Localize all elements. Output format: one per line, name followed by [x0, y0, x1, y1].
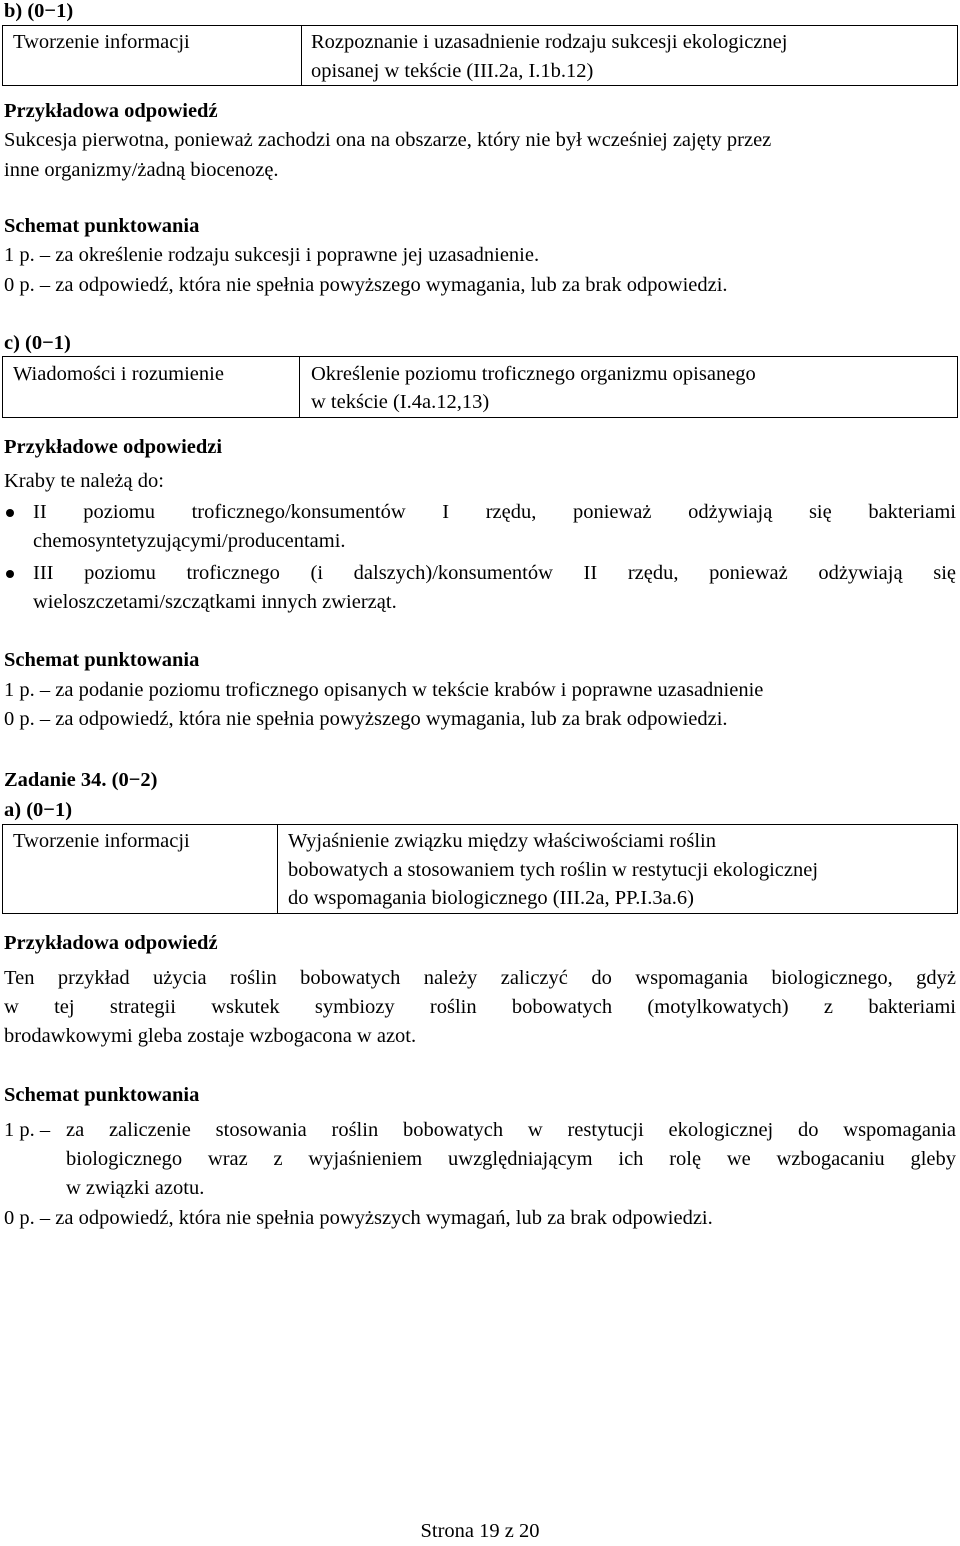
category-label: Wiadomości i rozumienie: [13, 363, 224, 385]
task-34-requirements-table: [2, 824, 958, 914]
category-cell: [3, 26, 302, 85]
section-b-requirements-table: [2, 25, 958, 86]
scoring-line: za zaliczenie stosowania roślin bobowatych w restytucji ekologicznej do wspomagania: [66, 1119, 956, 1141]
scoring-line: 0 p. – za odpowiedź, która nie spełnia powyższego wymagania, lub za brak odpowiedzi.: [4, 274, 728, 296]
scoring-prefix: 1 p. –: [4, 1119, 51, 1141]
requirement-line: Określenie poziomu troficznego organizmu opisanego: [311, 363, 756, 385]
answer-line: Ten przykład użycia roślin bobowatych należy zaliczyć do wspomagania biologicznego, gdyż: [4, 967, 956, 989]
scoring-line: biologicznego wraz z wyjaśnieniem uwzględniającym ich rolę we wzbogacaniu gleby: [66, 1148, 956, 1170]
requirement-line: bobowatych a stosowaniem tych roślin w restytucji ekologicznej: [288, 859, 819, 881]
bullet-line: chemosyntetyzującymi/producentami.: [33, 530, 346, 552]
scoring-line: 0 p. – za odpowiedź, która nie spełnia powyższych wymagań, lub za brak odpowiedzi.: [4, 1207, 713, 1229]
answer-heading: Przykładowa odpowiedź: [4, 932, 218, 954]
answer-line: Sukcesja pierwotna, ponieważ zachodzi ona na obszarze, który nie był wcześniej zajęty przez: [4, 129, 772, 151]
answer-line: inne organizmy/żadną biocenozę.: [4, 159, 279, 181]
scoring-line: w związki azotu.: [66, 1177, 205, 1199]
answer-heading: Przykładowe odpowiedzi: [4, 436, 223, 458]
requirement-line: do wspomagania biologicznego (III.2a, PP.I.3a.6): [288, 887, 694, 909]
requirement-line: w tekście (I.4a.12,13): [311, 391, 490, 413]
scoring-heading: Schemat punktowania: [4, 649, 200, 671]
scoring-line: 1 p. – za podanie poziomu troficznego opisanych w tekście krabów i poprawne uzasadnienie: [4, 679, 764, 701]
bullet-icon: [6, 570, 14, 578]
section-b-heading: b) (0−1): [4, 0, 74, 22]
requirement-line: Rozpoznanie i uzasadnienie rodzaju sukcesji ekologicznej: [311, 31, 788, 53]
answer-heading: Przykładowa odpowiedź: [4, 100, 218, 122]
requirement-line: Wyjaśnienie związku między właściwościami roślin: [288, 830, 716, 852]
section-c-heading: c) (0−1): [4, 332, 71, 354]
category-label: Tworzenie informacji: [13, 31, 190, 53]
answer-line: w tej strategii wskutek symbiozy roślin bobowatych (motylkowatych) z bakteriami: [4, 996, 956, 1018]
bullet-line: III poziomu troficznego (i dalszych)/konsumentów II rzędu, ponieważ odżywiają się: [33, 562, 956, 584]
requirement-line: opisanej w tekście (III.2a, I.1b.12): [311, 60, 594, 82]
category-label: Tworzenie informacji: [13, 830, 190, 852]
subtask-a-heading: a) (0−1): [4, 799, 73, 821]
answer-intro: Kraby te należą do:: [4, 470, 164, 492]
scoring-line: 0 p. – za odpowiedź, która nie spełnia powyższego wymagania, lub za brak odpowiedzi.: [4, 708, 728, 730]
category-cell: [3, 825, 278, 913]
page-number: Strona 19 z 20: [420, 1520, 540, 1542]
scoring-heading: Schemat punktowania: [4, 215, 200, 237]
task-heading: Zadanie 34. (0−2): [4, 769, 158, 791]
section-c-requirements-table: [2, 356, 958, 418]
bullet-icon: [6, 509, 14, 517]
category-cell: [3, 357, 300, 417]
bullet-line: II poziomu troficznego/konsumentów I rzędu, ponieważ odżywiają się bakteriami: [33, 501, 956, 523]
scoring-line: 1 p. – za określenie rodzaju sukcesji i poprawne jej uzasadnienie.: [4, 244, 540, 266]
scoring-heading: Schemat punktowania: [4, 1084, 200, 1106]
bullet-line: wieloszczetami/szczątkami innych zwierząt.: [33, 591, 397, 613]
answer-line: brodawkowymi gleba zostaje wzbogacona w azot.: [4, 1025, 417, 1047]
